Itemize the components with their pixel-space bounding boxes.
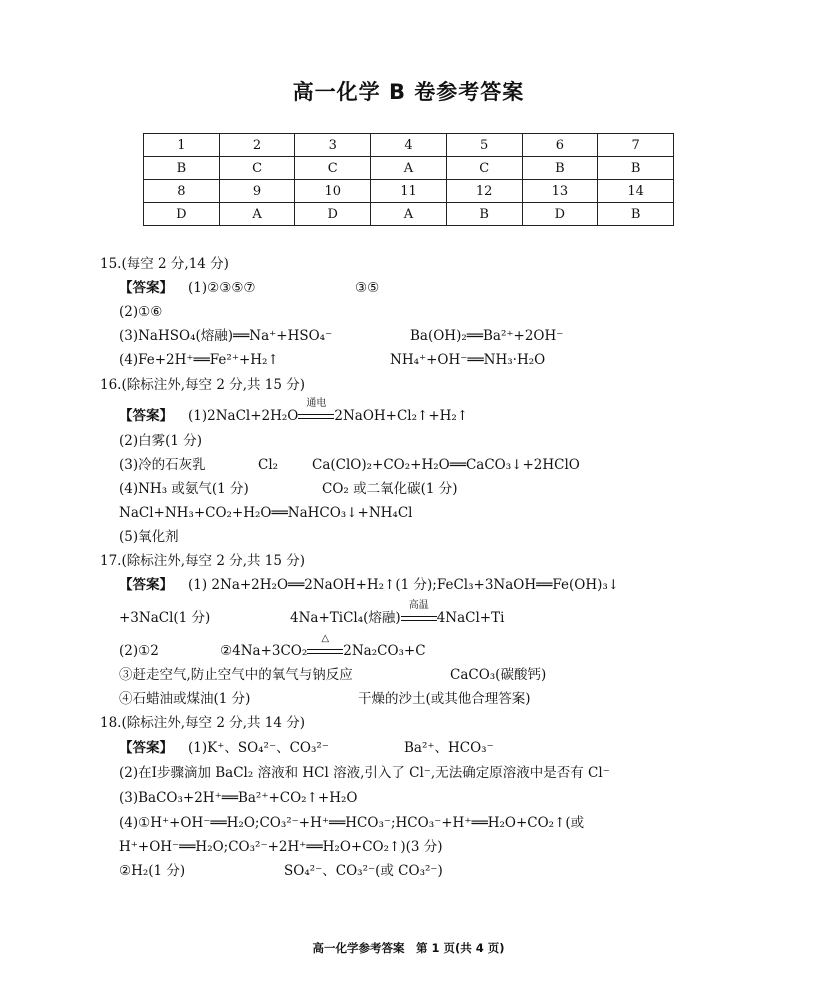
- q16-eq-left: (1)2NaCl+2H₂O: [188, 408, 299, 424]
- reaction-condition: [401, 600, 437, 627]
- table-cell: C: [446, 157, 522, 180]
- reaction-condition: [298, 398, 334, 425]
- equals-sign: [401, 616, 437, 621]
- condition-label: 通电: [306, 398, 327, 409]
- table-cell: D: [522, 203, 598, 226]
- answer-table: [143, 133, 674, 226]
- q17-line: ④石蜡油或煤油(1 分): [119, 691, 251, 707]
- table-cell: 13: [522, 180, 598, 203]
- q16-line: (3)冷的石灰乳: [119, 457, 206, 473]
- q17-heading: 17.(除标注外,每空 2 分,共 15 分): [100, 553, 306, 569]
- q17-answer-label: 【答案】: [119, 577, 173, 593]
- q17-eq-right: 2Na₂CO₃+C: [343, 643, 426, 659]
- reaction-condition: [307, 633, 343, 660]
- table-cell: B: [598, 203, 674, 226]
- table-cell: 1: [144, 134, 220, 157]
- condition-label: △: [321, 633, 330, 644]
- q15-line: Ba(OH)₂══Ba²⁺+2OH⁻: [410, 328, 564, 344]
- q17-eq-left: ②4Na+3CO₂: [220, 643, 308, 659]
- table-cell: 2: [219, 134, 295, 157]
- q16-line: CO₂ 或二氧化碳(1 分): [322, 481, 458, 497]
- q17-eq-left: 4Na+TiCl₄(熔融): [290, 610, 401, 626]
- q17-equation: [220, 633, 426, 660]
- equals-sign: [298, 414, 334, 419]
- q17-equation: [290, 600, 505, 627]
- q16-line: Cl₂: [258, 457, 279, 473]
- table-cell: C: [295, 157, 371, 180]
- table-row: [144, 180, 674, 203]
- q17-line: (1) 2Na+2H₂O══2NaOH+H₂↑(1 分);FeCl₃+3NaOH══Fe(OH)₃↓: [188, 577, 620, 593]
- table-row: [144, 203, 674, 226]
- q15-line: (1)②③⑤⑦: [188, 280, 256, 296]
- table-cell: A: [219, 203, 295, 226]
- q16-heading: 16.(除标注外,每空 2 分,共 15 分): [100, 377, 306, 393]
- equals-sign: [307, 649, 343, 654]
- q16-line: (4)NH₃ 或氨气(1 分): [119, 481, 249, 497]
- table-cell: 14: [598, 180, 674, 203]
- table-cell: B: [598, 157, 674, 180]
- q15-answer-label: 【答案】: [119, 280, 173, 296]
- q17-line: ③赶走空气,防止空气中的氧气与钠反应: [119, 667, 353, 683]
- table-cell: 12: [446, 180, 522, 203]
- page-title: 高一化学 B 卷参考答案: [292, 80, 525, 104]
- q18-line: (3)BaCO₃+2H⁺══Ba²⁺+CO₂↑+H₂O: [119, 790, 358, 806]
- table-cell: 4: [371, 134, 447, 157]
- q15-line: (2)①⑥: [119, 304, 163, 320]
- q15-line: ③⑤: [355, 280, 380, 296]
- q16-equation: [188, 398, 469, 425]
- q17-line: 干燥的沙土(或其他合理答案): [358, 691, 531, 707]
- table-row: [144, 157, 674, 180]
- q16-answer-label: 【答案】: [119, 408, 173, 424]
- table-cell: 11: [371, 180, 447, 203]
- table-cell: B: [144, 157, 220, 180]
- q18-line: (2)在Ⅰ步骤滴加 BaCl₂ 溶液和 HCl 溶液,引入了 Cl⁻,无法确定原溶液中是否有 Cl⁻: [119, 765, 610, 781]
- q18-line: Ba²⁺、HCO₃⁻: [404, 740, 494, 756]
- q16-eq-right: 2NaOH+Cl₂↑+H₂↑: [334, 408, 469, 424]
- table-cell: D: [295, 203, 371, 226]
- q17-line: (2)①2: [119, 643, 159, 659]
- q16-line: NaCl+NH₃+CO₂+H₂O══NaHCO₃↓+NH₄Cl: [119, 505, 413, 521]
- table-cell: 9: [219, 180, 295, 203]
- table-cell: A: [371, 157, 447, 180]
- table-cell: B: [446, 203, 522, 226]
- q18-heading: 18.(除标注外,每空 2 分,共 14 分): [100, 715, 306, 731]
- q17-line: +3NaCl(1 分): [119, 610, 211, 626]
- table-cell: 6: [522, 134, 598, 157]
- table-cell: A: [371, 203, 447, 226]
- table-cell: 10: [295, 180, 371, 203]
- table-cell: 3: [295, 134, 371, 157]
- q17-line: CaCO₃(碳酸钙): [450, 667, 547, 683]
- q18-line: (4)①H⁺+OH⁻══H₂O;CO₃²⁻+H⁺══HCO₃⁻;HCO₃⁻+H⁺══H₂O+CO₂↑(或: [119, 815, 585, 831]
- page-footer: 高一化学参考答案 第 1 页(共 4 页): [312, 941, 505, 955]
- q17-eq-right: 4NaCl+Ti: [436, 610, 505, 626]
- table-cell: B: [522, 157, 598, 180]
- table-row: [144, 134, 674, 157]
- q18-line: H⁺+OH⁻══H₂O;CO₃²⁻+2H⁺══H₂O+CO₂↑)(3 分): [119, 839, 443, 855]
- q18-line: ②H₂(1 分): [119, 863, 186, 879]
- q16-line: (5)氧化剂: [119, 529, 179, 545]
- q15-heading: 15.(每空 2 分,14 分): [100, 256, 229, 272]
- q15-line: (4)Fe+2H⁺══Fe²⁺+H₂↑: [119, 352, 279, 368]
- table-cell: D: [144, 203, 220, 226]
- q16-line: (2)白雾(1 分): [119, 433, 203, 449]
- q15-line: (3)NaHSO₄(熔融)══Na⁺+HSO₄⁻: [119, 328, 333, 344]
- q18-answer-label: 【答案】: [119, 740, 173, 756]
- table-cell: 8: [144, 180, 220, 203]
- q16-line: Ca(ClO)₂+CO₂+H₂O══CaCO₃↓+2HClO: [312, 457, 580, 473]
- q18-line: (1)K⁺、SO₄²⁻、CO₃²⁻: [188, 740, 329, 756]
- q15-line: NH₄⁺+OH⁻══NH₃·H₂O: [390, 352, 546, 368]
- table-cell: 5: [446, 134, 522, 157]
- q18-line: SO₄²⁻、CO₃²⁻(或 CO₃²⁻): [284, 863, 443, 879]
- table-cell: C: [219, 157, 295, 180]
- table-cell: 7: [598, 134, 674, 157]
- condition-label: 高温: [408, 600, 429, 611]
